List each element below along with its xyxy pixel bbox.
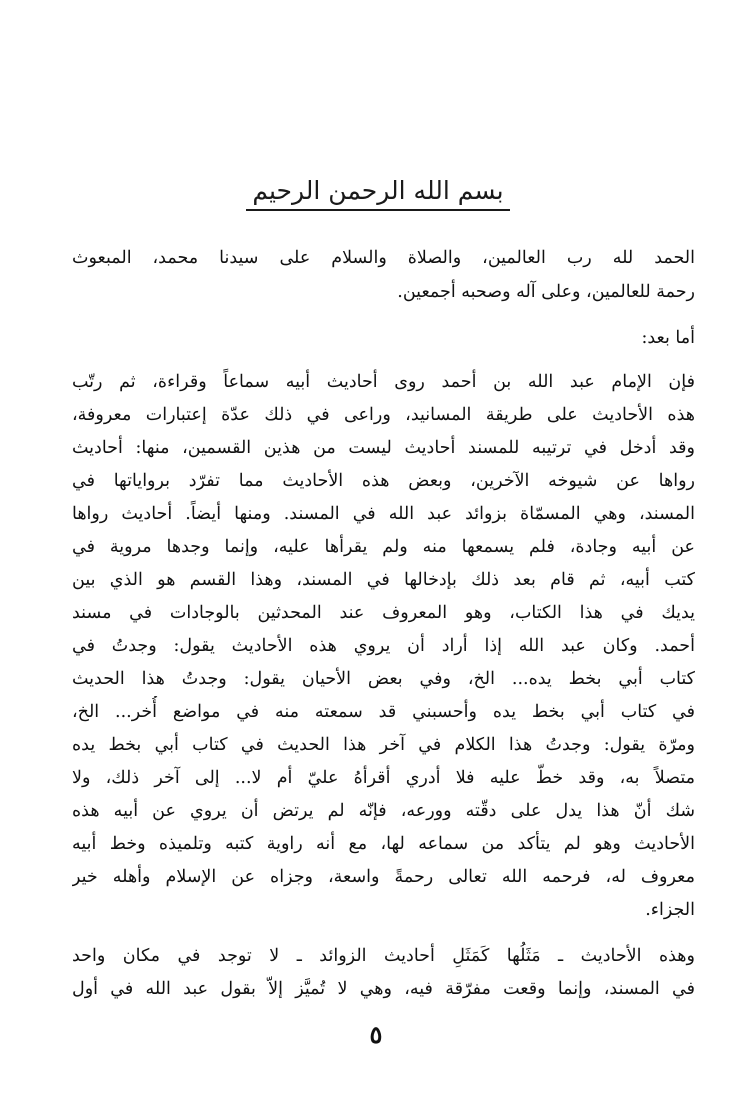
paragraph-3-line-5: المسند، وهي المسمّاة بزوائد عبد الله في المسند. ومنها أيضاً. أحاديث رواها	[72, 504, 695, 524]
paragraph-3-line-1: فإن الإمام عبد الله بن أحمد روى أحاديث أبيه سماعاً وقراءة، ثم رتّب	[72, 372, 695, 392]
paragraph-3-line-3: وقد أدخل في ترتيبه للمسند أحاديث ليست من هذين القسمين، منها: أحاديث	[72, 438, 695, 458]
page-number: ٥	[369, 1020, 383, 1049]
paragraph-3-line-2: هذه الأحاديث على طريقة المسانيد، وراعى في ذلك عدّة إعتبارات معروفة،	[72, 405, 695, 425]
paragraph-3-line-9: أحمد. وكان عبد الله إذا أراد أن يروي هذه الأحاديث يقول: وجدتُ في	[72, 636, 695, 656]
paragraph-3-line-17: الجزاء.	[645, 900, 695, 920]
paragraph-3-line-7: كتب أبيه، ثم قام بعد ذلك بإدخالها في المسند، وهذا القسم هو الذي بين	[72, 570, 695, 590]
paragraph-3-line-6: عن أبيه وجادة، فلم يسمعها منه ولم يقرأها عليه، وإنما وجدها مروية في	[72, 537, 695, 557]
paragraph-3-line-14: شك أنّ هذا يدل على دقّته وورعه، فإنّه لم يرتض أن يروي عن أبيه هذه	[72, 801, 695, 821]
paragraph-3-line-12: ومرّة يقول: وجدتُ هذا الكلام في آخر هذا الحديث في كتاب أبي بخط يده	[72, 735, 695, 755]
paragraph-3-line-11: في كتاب أبي بخط يده وأحسبني قد سمعته منه في مواضع أُخر... الخ،	[72, 702, 695, 722]
paragraph-1-line-2: رحمة للعالمين، وعلى آله وصحبه أجمعين.	[397, 282, 695, 302]
paragraph-3-line-15: الأحاديث وهو لم يتأكد من سماعه لها، مع أنه راوية كتبه وتلميذه وخط أبيه	[72, 834, 695, 854]
paragraph-4-line-1: وهذه الأحاديث ـ مَثَلُها كَمَثَلِ أحاديث الزوائد ـ لا توجد في مكان واحد	[72, 946, 695, 966]
paragraph-3-line-16: معروف له، فرحمه الله تعالى رحمةً واسعة، وجزاه عن الإسلام وأهله خير	[72, 867, 695, 887]
paragraph-1-line-1: الحمد لله رب العالمين، والصلاة والسلام على سيدنا محمد، المبعوث	[72, 248, 695, 268]
paragraph-3-line-10: كتاب أبي بخط يده... الخ، وفي بعض الأحيان يقول: وجدتُ هذا الحديث	[72, 669, 695, 689]
paragraph-3-line-8: يديك في هذا الكتاب، وهو المعروف عند المحدثين بالوجادات في مسند	[72, 603, 695, 623]
basmala-calligraphy	[236, 158, 520, 228]
paragraph-4-line-2: في المسند، وإنما وقعت مفرّقة فيه، وهي لا تُميَّز إلاّ بقول عبد الله في أول	[72, 979, 695, 999]
basmala-text: بسم الله الرحمن الرحيم	[246, 176, 509, 211]
paragraph-2-line-1: أما بعد:	[641, 328, 695, 348]
paragraph-3-line-13: متصلاً به، وقد خطّ عليه فلا أدري أقرأهُ عليّ أم لا... إلى آخر ذلك، ولا	[72, 768, 695, 788]
paragraph-3-line-4: رواها عن شيوخه الآخرين، وبعض هذه الأحاديث مما تفرّد برواياتها في	[72, 471, 695, 491]
